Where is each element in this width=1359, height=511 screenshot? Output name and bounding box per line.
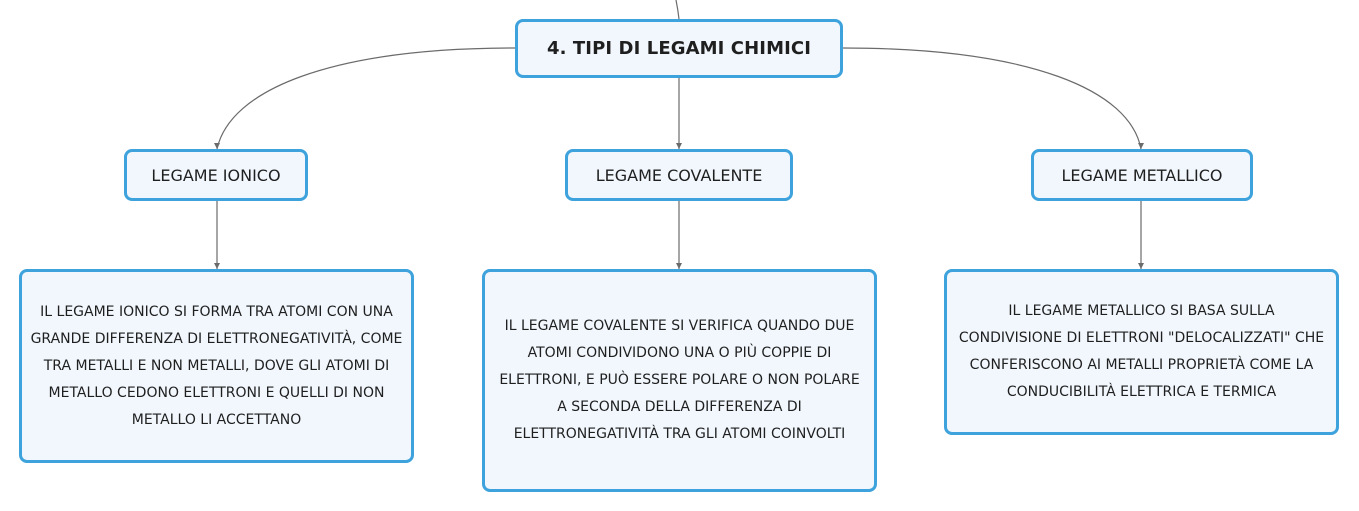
description-node-legame-ionico[interactable] xyxy=(19,269,414,463)
topic-node-legame-metallico[interactable] xyxy=(1031,149,1253,201)
description-node-legame-metallico[interactable] xyxy=(944,269,1339,435)
topic-label: LEGAME METALLICO xyxy=(1061,165,1223,185)
description-node-legame-covalente[interactable] xyxy=(482,269,877,492)
connector-parent-root xyxy=(676,0,679,19)
topic-label: LEGAME COVALENTE xyxy=(595,165,763,185)
description-text: IL LEGAME METALLICO SI BASA SULLA CONDIVISIONE DI ELETTRONI "DELOCALIZZATI" CHE CONFERISCONO AI METALLI PROPRIETÀ COME LA CONDUCIBILITÀ ELETTRICA E TERMICA xyxy=(958,303,1325,400)
description-text: IL LEGAME COVALENTE SI VERIFICA QUANDO DUE ATOMI CONDIVIDONO UNA O PIÙ COPPIE DI ELETTRONI, E PUÒ ESSERE POLARE O NON POLARE A SECONDA DELLA DIFFERENZA DI ELETTRONEGATIVITÀ TRA GLI ATOMI COINVOLTI xyxy=(499,318,860,442)
root-topic-node[interactable] xyxy=(515,19,843,78)
topic-node-legame-covalente[interactable] xyxy=(565,149,793,201)
connector-root-metallico xyxy=(843,48,1141,149)
root-topic-label: 4. TIPI DI LEGAMI CHIMICI xyxy=(546,38,811,59)
connector-root-ionico xyxy=(217,48,515,149)
description-text: IL LEGAME IONICO SI FORMA TRA ATOMI CON UNA GRANDE DIFFERENZA DI ELETTRONEGATIVITÀ, COME TRA METALLI E NON METALLI, DOVE GLI ATOMI DI METALLO CEDONO ELETTRONI E QUELLI DI NON METALLO LI ACCETTANO xyxy=(30,303,403,428)
topic-label: LEGAME IONICO xyxy=(151,165,281,185)
topic-node-legame-ionico[interactable] xyxy=(124,149,308,201)
